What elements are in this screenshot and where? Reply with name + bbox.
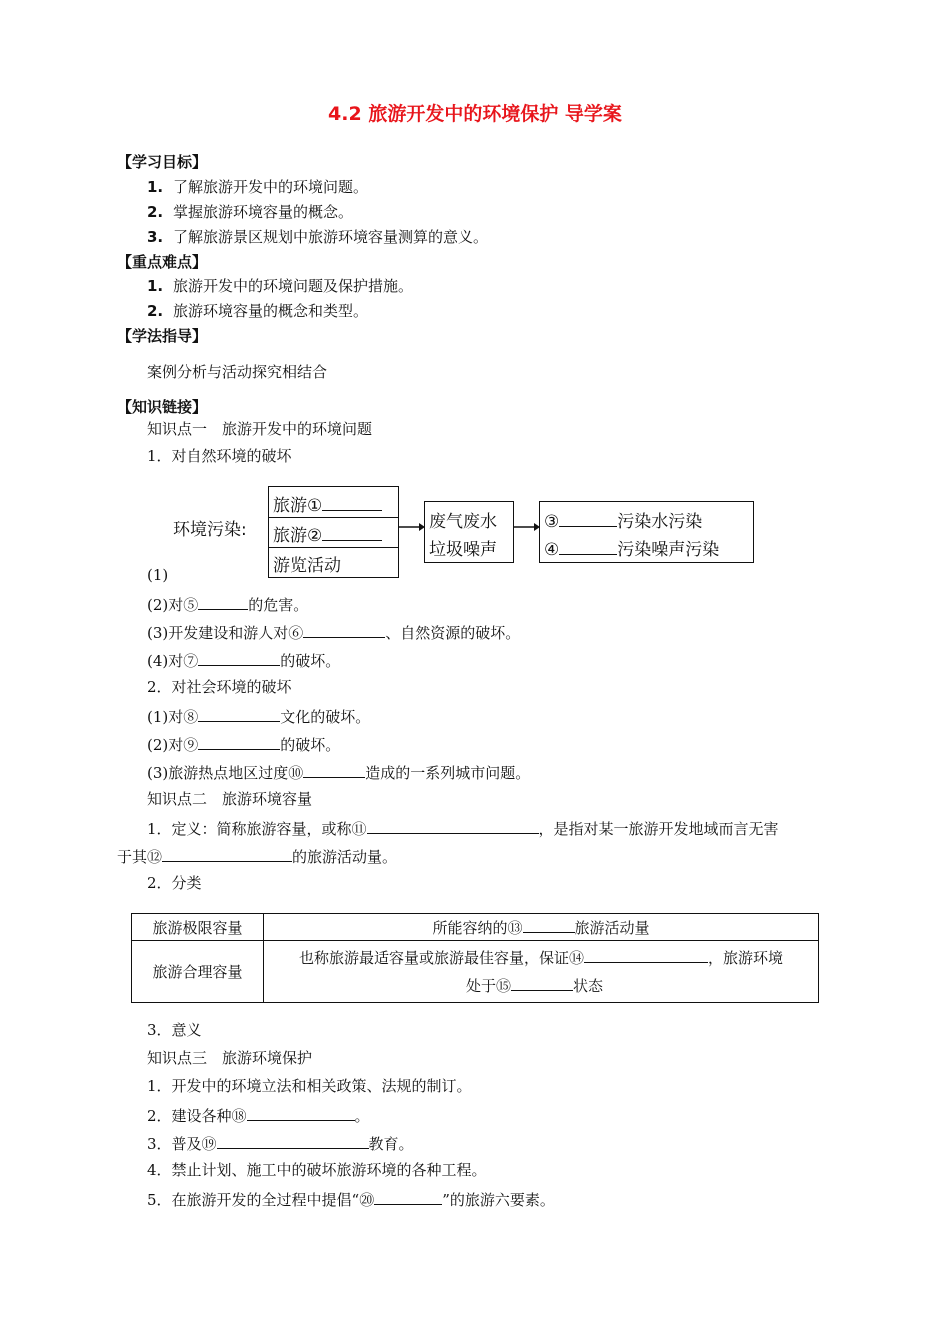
arrow-right-icon: [399, 520, 425, 534]
objective-item: 3. 了解旅游景区规划中旅游环境容量测算的意义。: [147, 228, 489, 246]
answer-blank[interactable]: [198, 733, 280, 750]
source-line: 旅游②: [273, 521, 382, 546]
table-cell-content: 也称旅游最适容量或旅游最佳容量，保证⑭ ，旅游环境 处于⑮ 状态: [264, 941, 819, 1003]
protection-item: 2．建设各种⑱ 。: [147, 1104, 370, 1126]
diagram-pollutant-box: [424, 501, 514, 563]
fill-line: (2)对⑨ 的破坏。: [147, 733, 340, 755]
answer-blank[interactable]: [374, 1188, 442, 1205]
point1-sub1: 1．对自然环境的破坏: [147, 447, 292, 465]
point2-sub2: 2．分类: [147, 874, 202, 892]
pollutant-line: 垃圾噪声: [429, 540, 497, 560]
table-cell-content: 所能容纳的⑬ 旅游活动量: [264, 914, 819, 941]
protection-item: 4．禁止计划、施工中的破坏旅游环境的各种工程。: [147, 1161, 487, 1179]
objective-item: 1. 了解旅游开发中的环境问题。: [147, 178, 369, 196]
point1-sub2: 2．对社会环境的破坏: [147, 678, 292, 696]
table-cell-label: 旅游极限容量: [132, 914, 264, 941]
fill-line: (3)开发建设和游人对⑥ 、自然资源的破坏。: [147, 621, 520, 643]
diagram-result-box: [539, 501, 754, 563]
answer-blank[interactable]: [303, 621, 385, 638]
answer-blank[interactable]: [303, 761, 365, 778]
table-cell-label: 旅游合理容量: [132, 941, 264, 1003]
answer-blank[interactable]: [247, 1104, 355, 1121]
key-point-item: 2. 旅游环境容量的概念和类型。: [147, 302, 369, 320]
table-row: [132, 914, 819, 941]
fill-line: (1): [147, 566, 169, 584]
diagram-source-box: [268, 486, 399, 578]
page-title: 4.2 旅游开发中的环境保护 导学案: [328, 103, 622, 125]
fill-line: (3)旅游热点地区过度⑩ 造成的一系列城市问题。: [147, 761, 530, 783]
point2-title: 知识点二 旅游环境容量: [147, 790, 313, 808]
answer-blank[interactable]: [198, 593, 248, 610]
answer-blank[interactable]: [198, 649, 280, 666]
diagram-label: 环境污染:: [173, 520, 247, 540]
table-row: [132, 941, 819, 1003]
capacity-table: [131, 913, 819, 1003]
method-heading: 【学法指导】: [117, 327, 208, 345]
definition-line: 1．定义：简称旅游容量，或称⑪ ，是指对某一旅游开发地域而言无害: [147, 817, 779, 839]
result-line: ③ 污染水污染: [544, 512, 703, 532]
definition-line: 于其⑫ 的旅游活动量。: [117, 845, 397, 867]
answer-blank[interactable]: [162, 845, 292, 862]
source-line: 游览活动: [273, 556, 341, 576]
key-points-heading: 【重点难点】: [117, 253, 208, 271]
source-line: 旅游①: [273, 491, 382, 516]
key-point-item: 1. 旅游开发中的环境问题及保护措施。: [147, 277, 414, 295]
knowledge-heading: 【知识链接】: [117, 398, 208, 416]
pollutant-line: 废气废水: [429, 512, 497, 532]
answer-blank[interactable]: [511, 974, 573, 991]
point2-sub3: 3．意义: [147, 1021, 202, 1039]
protection-item: 3．普及⑲ 教育。: [147, 1132, 414, 1154]
fill-line: (1)对⑧ 文化的破坏。: [147, 705, 370, 727]
protection-item: 1．开发中的环境立法和相关政策、法规的制订。: [147, 1077, 472, 1095]
point1-title: 知识点一 旅游开发中的环境问题: [147, 420, 373, 438]
objectives-heading: 【学习目标】: [117, 153, 208, 171]
answer-blank[interactable]: [523, 916, 575, 933]
answer-blank[interactable]: [198, 705, 280, 722]
protection-item: 5．在旅游开发的全过程中提倡“⑳ ”的旅游六要素。: [147, 1188, 555, 1210]
objective-item: 2. 掌握旅游环境容量的概念。: [147, 203, 354, 221]
answer-blank[interactable]: [367, 817, 539, 834]
fill-line: (2)对⑤ 的危害。: [147, 593, 308, 615]
arrow-right-icon: [514, 520, 540, 534]
fill-line: (4)对⑦ 的破坏。: [147, 649, 340, 671]
answer-blank[interactable]: [584, 946, 708, 963]
answer-blank[interactable]: [217, 1132, 369, 1149]
result-line: ④ 污染噪声污染: [544, 540, 720, 560]
method-text: 案例分析与活动探究相结合: [147, 363, 328, 381]
point3-title: 知识点三 旅游环境保护: [147, 1049, 313, 1067]
